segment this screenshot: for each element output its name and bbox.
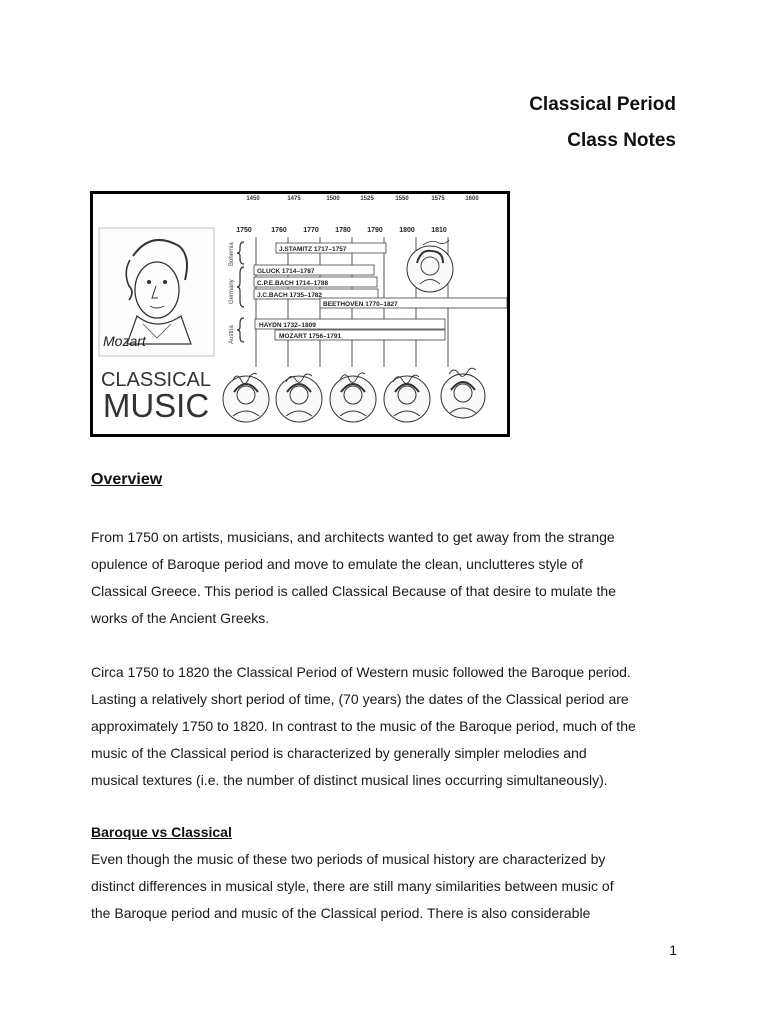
composer-label-stamitz: J.STAMITZ 1717–1757 bbox=[279, 246, 347, 253]
region-label-austria: Austria bbox=[229, 325, 235, 344]
paragraph-line: music of the Classical period is characterized by generally simpler melodies and bbox=[91, 745, 587, 761]
paragraph bbox=[91, 659, 691, 794]
paragraph-line: Lasting a relatively short period of time, (70 years) the dates of the Classical period are bbox=[91, 691, 629, 707]
composer-medallion-portrait bbox=[276, 376, 322, 422]
region-brace bbox=[237, 318, 244, 342]
paragraph-line: distinct differences in musical style, there are still many similarities between music of bbox=[91, 878, 614, 894]
paragraph-line: the Baroque period and music of the Classical period. There is also considerable bbox=[91, 905, 591, 921]
year-label: 1800 bbox=[399, 227, 415, 234]
year-label: 1770 bbox=[303, 227, 319, 234]
document-subtitle: Class Notes bbox=[567, 130, 676, 151]
year-label: 1790 bbox=[367, 227, 383, 234]
composer-label-jc-bach: J.C.BACH 1735–1782 bbox=[257, 292, 323, 299]
paragraph bbox=[91, 846, 691, 927]
paragraph-line: musical textures (i.e. the number of distinct musical lines occurring simultaneously). bbox=[91, 772, 608, 788]
figure-caption-music: MUSIC bbox=[102, 387, 210, 424]
paragraph-line: From 1750 on artists, musicians, and architects wanted to get away from the strange bbox=[91, 529, 615, 545]
document-title: Classical Period bbox=[529, 94, 676, 115]
composer-medallion-portrait bbox=[441, 374, 485, 418]
top-scale-label: 1500 bbox=[326, 196, 340, 202]
beethoven-portrait bbox=[407, 240, 453, 292]
composer-medallion-portrait bbox=[330, 376, 376, 422]
mozart-signature: Mozart bbox=[103, 333, 146, 349]
region-label-bohemia: Bohemia bbox=[229, 242, 235, 266]
paragraph-line: approximately 1750 to 1820. In contrast to the music of the Baroque period, much of the bbox=[91, 718, 636, 734]
figure-caption-classical: CLASSICAL bbox=[100, 369, 212, 391]
year-label: 1760 bbox=[271, 227, 287, 234]
top-scale-label: 1575 bbox=[431, 196, 445, 202]
year-label: 1810 bbox=[431, 227, 447, 234]
region-brace bbox=[237, 242, 244, 264]
composer-label-beethoven: BEETHOVEN 1770–1827 bbox=[323, 301, 398, 308]
top-scale-label: 1525 bbox=[360, 196, 374, 202]
paragraph-line: works of the Ancient Greeks. bbox=[91, 610, 270, 626]
paragraph-line: Even though the music of these two periods of musical history are characterized by bbox=[91, 851, 606, 867]
region-label-germany: Germany bbox=[229, 279, 235, 304]
paragraph bbox=[91, 524, 691, 632]
top-scale-label: 1475 bbox=[287, 196, 301, 202]
timeline-illustration bbox=[93, 194, 507, 434]
section-heading-baroque-vs-classical: Baroque vs Classical bbox=[91, 824, 232, 840]
paragraph-line: Classical Greece. This period is called Classical Because of that desire to mulate the bbox=[91, 583, 616, 599]
composer-label-cpe-bach: C.P.E.BACH 1714–1788 bbox=[257, 280, 329, 287]
composer-label-gluck: GLUCK 1714–1787 bbox=[257, 268, 315, 275]
top-scale-label: 1550 bbox=[395, 196, 409, 202]
page-number: 1 bbox=[669, 942, 677, 958]
paragraph-line: Circa 1750 to 1820 the Classical Period of Western music followed the Baroque period. bbox=[91, 664, 631, 680]
year-label: 1750 bbox=[236, 227, 252, 234]
composer-label-haydn: HAYDN 1732–1809 bbox=[259, 322, 316, 329]
top-scale-label: 1450 bbox=[246, 196, 260, 202]
region-brace bbox=[237, 267, 244, 307]
section-heading-overview: Overview bbox=[91, 471, 163, 488]
classical-music-timeline-figure bbox=[90, 191, 510, 437]
year-label: 1780 bbox=[335, 227, 351, 234]
paragraph-line: opulence of Baroque period and move to emulate the clean, unclutteres style of bbox=[91, 556, 583, 572]
top-scale-label: 1600 bbox=[465, 196, 479, 202]
composer-label-mozart: MOZART 1756–1791 bbox=[279, 333, 342, 340]
